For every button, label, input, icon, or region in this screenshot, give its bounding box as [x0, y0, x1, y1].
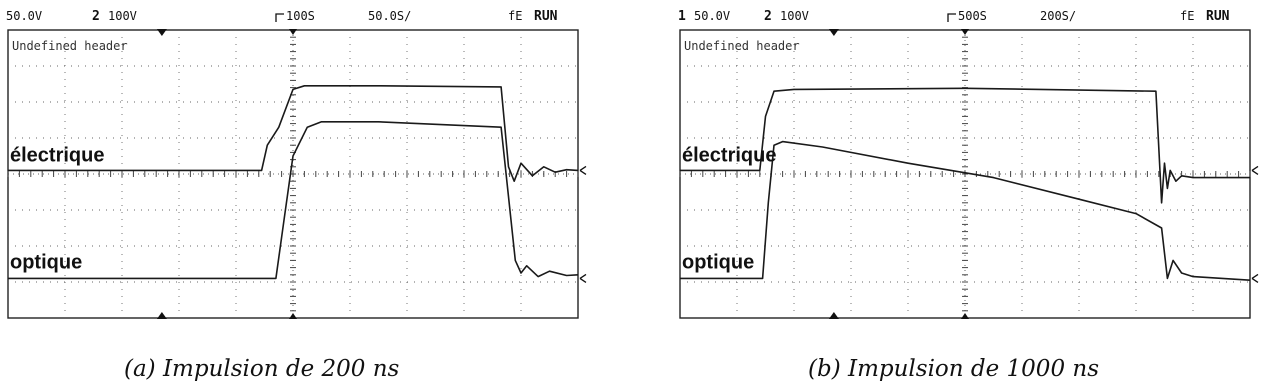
- ground-marker-icon-a: [580, 274, 586, 282]
- trace-label-electrique-b: électrique: [682, 144, 777, 167]
- screen-header-b: Undefined header: [684, 39, 800, 53]
- ch2-value-a: 100V: [108, 9, 137, 23]
- ch2-label-a: 2: [92, 9, 100, 24]
- trace-label-electrique-a: électrique: [10, 144, 105, 167]
- ch1-value-a: 50.0V: [6, 9, 43, 23]
- run-state-a: RUN: [534, 9, 558, 24]
- scope-panel-b: [672, 0, 1272, 330]
- ch1-value-b: 50.0V: [694, 9, 731, 23]
- scope-screen-b: [672, 0, 1272, 330]
- screen-header-a: Undefined header: [12, 39, 128, 53]
- delay-a: 100S: [286, 9, 315, 23]
- trace-label-optique-b: optique: [682, 251, 755, 274]
- caption-b: (b) Impulsion de 1000 ns: [808, 356, 1100, 382]
- scope-screen-a: [0, 0, 600, 330]
- ground-marker-icon-b: [1252, 166, 1258, 174]
- ch2-value-b: 100V: [780, 9, 809, 23]
- ch1-label-b: 1: [678, 9, 686, 24]
- timebase-a: 50.0S/: [368, 9, 412, 23]
- caption-a: (a) Impulsion de 200 ns: [124, 356, 400, 382]
- ch2-label-b: 2: [764, 9, 772, 24]
- delay-marker-icon-a: [276, 14, 284, 22]
- ground-marker-icon-b: [1252, 274, 1258, 282]
- delay-marker-icon-b: [948, 14, 956, 22]
- trigger-b: fE: [1180, 9, 1195, 23]
- run-state-b: RUN: [1206, 9, 1230, 24]
- ground-marker-icon-a: [580, 166, 586, 174]
- delay-b: 500S: [958, 9, 987, 23]
- timebase-b: 200S/: [1040, 9, 1077, 23]
- trigger-a: fE: [508, 9, 523, 23]
- trace-label-optique-a: optique: [10, 251, 83, 274]
- scope-panel-a: [0, 0, 600, 330]
